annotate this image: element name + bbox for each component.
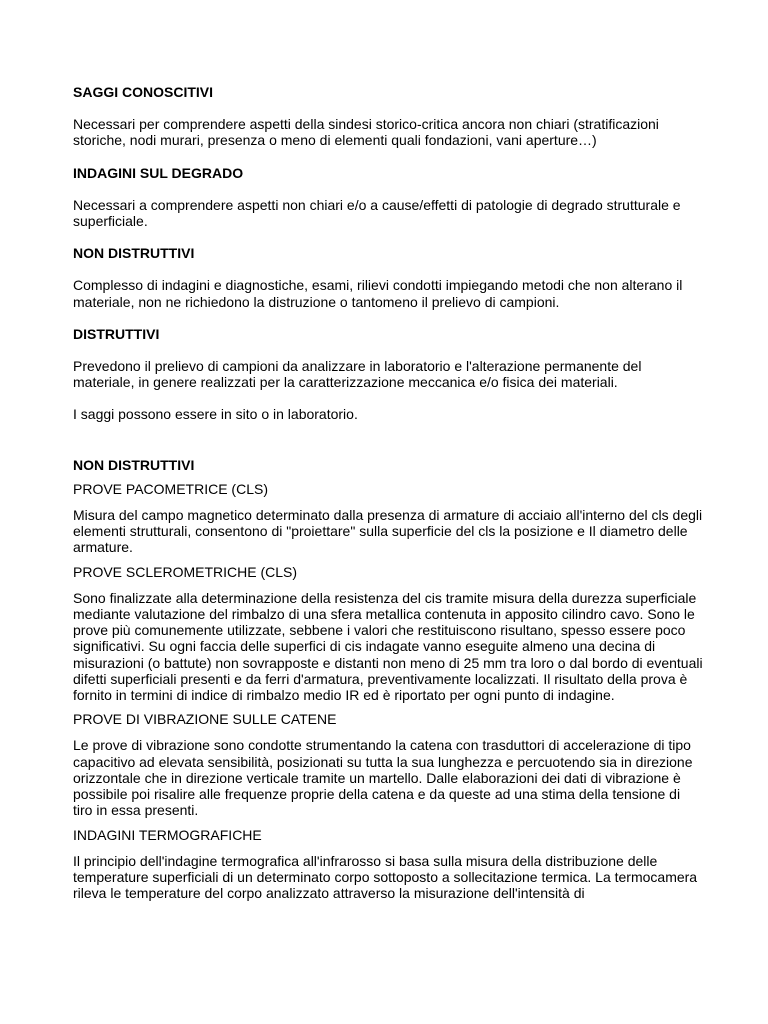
test-description: Le prove di vibrazione sono condotte strumentando la catena con trasduttori di accelerazione di tipo capacitivo ad elevata sensibilità, posizionati su tutta la sua lunghezza e percuotendo sia in direzione orizzontale che in direzione verticale tramite un martello. Dalle elaborazioni dei dati di vibrazione è possibile poi risalire alle frequenze proprie della catena e da queste ad una stima della tensione di tiro in essa presenti. — [73, 737, 693, 819]
document-page — [73, 84, 703, 901]
section-heading: NON DISTRUTTIVI — [73, 245, 195, 262]
section-note: I saggi possono essere in sito o in laboratorio. — [73, 406, 358, 423]
test-title: PROVE SCLEROMETRICHE (CLS) — [73, 563, 298, 580]
section-heading: INDAGINI SUL DEGRADO — [73, 164, 244, 181]
test-title: PROVE PACOMETRICE (CLS) — [73, 480, 268, 497]
test-description: Il principio dell'indagine termografica all'infrarosso si basa sulla misura della distribuzione delle temperature superficiali di un determinato corpo sottoposto a sollecitazione termica. La termocamera rileva le temperature del corpo analizzato attraverso la misurazione dell'intensità di — [73, 852, 698, 902]
test-description: Sono finalizzate alla determinazione della resistenza del cis tramite misura della durezza superficiale mediante valutazione del rimbalzo di una sfera metallica contenuta in apposito cilindro cavo. Sono le prove più comunemente utilizzate, sebbene i valori che restituiscono risultano, spesso essere poco significativi. Su ogni faccia delle superfici di cis indagate vanno eseguite almeno una decina di misurazioni (o battute) non sovrapposte e distanti non meno di 25 mm tra loro o dal bordo di eventuali difetti superficiali presenti e da ferri d'armatura, preventivamente localizzati. Il risultato della prova è fornito in termini di indice di rimbalzo medio IR ed è riportato per ogni punto di indagine. — [73, 589, 703, 704]
test-title: PROVE DI VIBRAZIONE SULLE CATENE — [73, 711, 337, 728]
section-heading: DISTRUTTIVI — [73, 325, 160, 342]
section-heading: SAGGI CONOSCITIVI — [73, 84, 214, 100]
test-title: INDAGINI TERMOGRAFICHE — [73, 826, 262, 843]
test-description: Misura del campo magnetico determinato dalla presenza di armature di acciaio all'interno del cls degli elementi strutturali, consentono di "proiettare" sulla superficie del cls la posizione e Il diametro delle armature. — [73, 507, 703, 556]
section-paragraph: Necessari per comprendere aspetti della sindesi storico-critica ancora non chiari (stratificazioni storiche, nodi murari, presenza o meno di elementi quali fondazioni, vani aperture…) — [73, 116, 659, 149]
section-paragraph: Necessari a comprendere aspetti non chiari e/o a cause/effetti di patologie di degrado strutturale e superficiale. — [73, 196, 681, 230]
section-paragraph: Prevedono il prelievo di campioni da analizzare in laboratorio e l'alterazione permanente del materiale, in genere realizzati per la caratterizzazione meccanica e/o fisica dei materiali. — [73, 358, 642, 391]
subsection-heading: NON DISTRUTTIVI — [73, 456, 195, 473]
section-paragraph: Complesso di indagini e diagnostiche, esami, rilievi condotti impiegando metodi che non alterano il materiale, non ne richiedono la distruzione o tantomeno il prelievo di campioni. — [73, 277, 683, 310]
